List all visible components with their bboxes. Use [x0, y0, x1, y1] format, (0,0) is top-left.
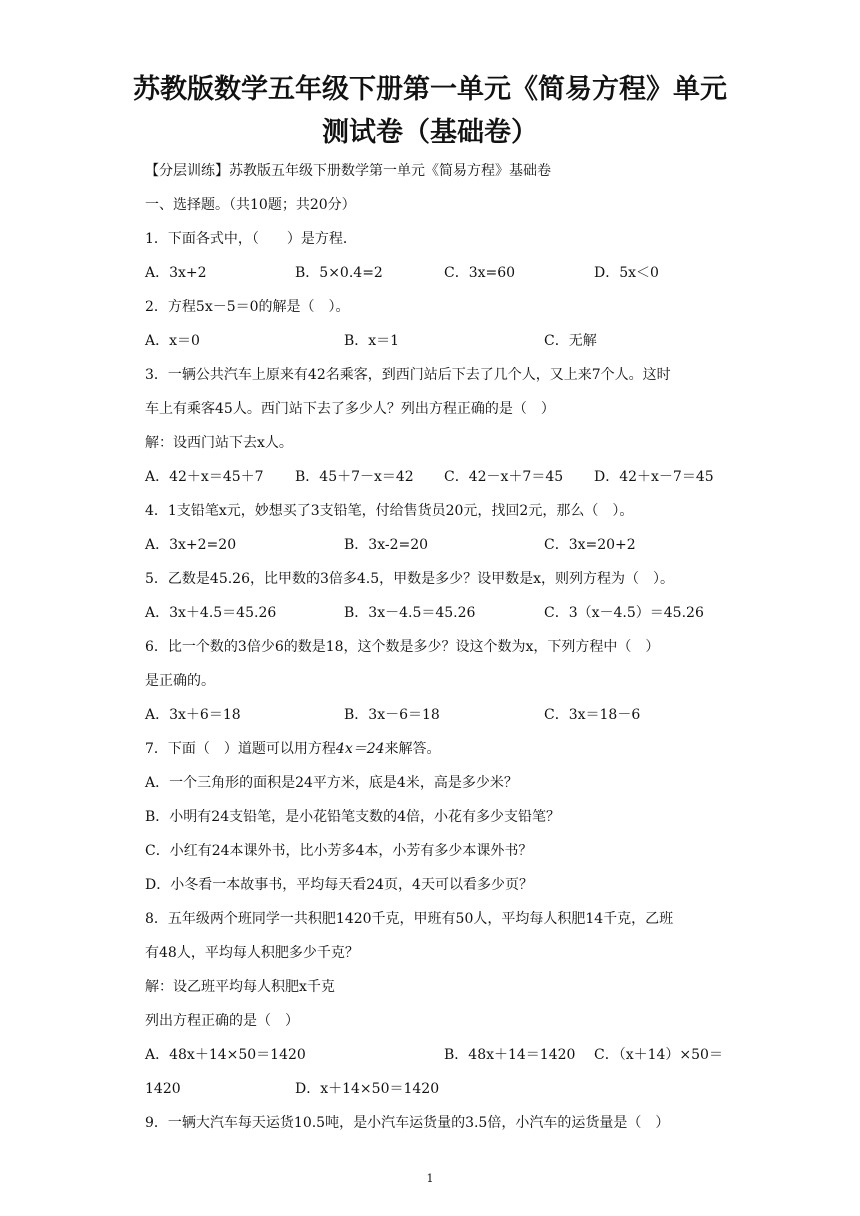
- question-8-option-b: B．48x＋14＝1420: [444, 1047, 576, 1063]
- question-4-option-b: B．3x-2=20: [344, 537, 429, 553]
- question-3-stem-line1: 3．一辆公共汽车上原来有42名乘客，到西门站后下去了几个人，又上来7个人。这时: [145, 367, 671, 383]
- question-8-option-d: D．x＋14×50＝1420: [295, 1081, 440, 1097]
- question-9-stem: 9．一辆大汽车每天运货10.5吨，是小汽车运货量的3.5倍，小汽车的运货量是（ ）: [145, 1115, 670, 1131]
- question-4-option-c: C．3x=20+2: [544, 537, 636, 553]
- question-5-option-b: B．3x－4.5＝45.26: [344, 605, 476, 621]
- question-8-option-c-line2: 1420: [145, 1081, 181, 1097]
- question-3-option-a: A．42＋x＝45＋7: [145, 469, 264, 485]
- question-7-stem-after: 来解答。: [384, 741, 441, 757]
- question-8-option-c-line1: C．（x＋14）×50＝: [594, 1047, 723, 1063]
- document-title-line2: 测试卷（基础卷）: [322, 117, 538, 148]
- document-subtitle: 【分层训练】苏教版五年级下册数学第一单元《简易方程》基础卷: [145, 163, 551, 179]
- question-1-option-b: B．5×0.4=2: [295, 265, 383, 281]
- question-7-option-d: D．小冬看一本故事书，平均每天看24页，4天可以看多少页？: [145, 877, 533, 893]
- question-1-option-d: D．5x＜0: [594, 265, 659, 281]
- question-8-ask: 列出方程正确的是（ ）: [145, 1013, 299, 1029]
- question-7-option-a: A．一个三角形的面积是24平方米，底是4米，高是多少米？: [145, 775, 518, 791]
- question-2-option-a: A．x＝0: [145, 333, 200, 349]
- question-3-hint: 解：设西门站下去x人。: [145, 435, 293, 451]
- question-5-option-c: C．3（x－4.5）＝45.26: [544, 605, 704, 621]
- question-6-stem-line2: 是正确的。: [145, 673, 215, 689]
- question-7-stem: [145, 742, 441, 756]
- question-7-stem-before: 7．下面（ ）道题可以用方程: [145, 741, 336, 757]
- question-4-option-a: A．3x+2=20: [145, 537, 237, 553]
- question-5-option-a: A．3x＋4.5＝45.26: [145, 605, 277, 621]
- question-6-option-c: C．3x＝18－6: [544, 707, 641, 723]
- question-1-option-a: A．3x+2: [145, 265, 207, 281]
- question-7-option-c: C．小红有24本课外书，比小芳多4本，小芳有多少本课外书？: [145, 843, 533, 859]
- question-7-equation: 4x＝24: [335, 741, 385, 757]
- question-1-option-c: C．3x=60: [444, 265, 516, 281]
- question-6-option-b: B．3x－6＝18: [344, 707, 440, 723]
- question-1-stem: 1．下面各式中，（ ）是方程．: [145, 231, 357, 247]
- page-number: 1: [426, 1172, 434, 1185]
- question-2-option-b: B．x＝1: [344, 333, 400, 349]
- document-title-line1: 苏教版数学五年级下册第一单元《简易方程》单元: [133, 74, 727, 105]
- question-6-stem-line1: 6．比一个数的3倍少6的数是18，这个数是多少？设这个数为x，下列方程中（ ）: [145, 639, 660, 655]
- question-8-option-a: A．48x＋14×50＝1420: [145, 1047, 306, 1063]
- question-8-stem-line1: 8．五年级两个班同学一共积肥1420千克，甲班有50人，平均每人积肥14千克，乙班: [145, 911, 674, 927]
- question-2-stem: 2．方程5x－5＝0的解是（ ）。: [145, 299, 350, 315]
- question-3-option-d: D．42＋x－7＝45: [594, 469, 714, 485]
- question-8-stem-line2: 有48人，平均每人积肥多少千克？: [145, 945, 359, 961]
- question-8-hint: 解：设乙班平均每人积肥x千克: [145, 979, 335, 995]
- question-5-stem: 5．乙数是45.26，比甲数的3倍多4.5，甲数是多少？设甲数是x，则列方程为（ ）。: [145, 571, 675, 587]
- question-4-stem: 4．1支铅笔x元，妙想买了3支铅笔，付给售货员20元，找回2元，那么（ ）。: [145, 503, 634, 519]
- question-7-option-b: B．小明有24支铅笔，是小花铅笔支数的4倍，小花有多少支铅笔？: [145, 809, 561, 825]
- section-heading: 一、选择题。（共10题；共20分）: [145, 197, 356, 213]
- question-3-option-b: B．45＋7－x＝42: [295, 469, 414, 485]
- question-6-option-a: A．3x＋6＝18: [145, 707, 241, 723]
- question-3-option-c: C．42－x＋7＝45: [444, 469, 564, 485]
- question-2-option-c: C．无解: [544, 333, 597, 349]
- question-3-stem-line2: 车上有乘客45人。西门站下去了多少人？列出方程正确的是（ ）: [145, 401, 555, 417]
